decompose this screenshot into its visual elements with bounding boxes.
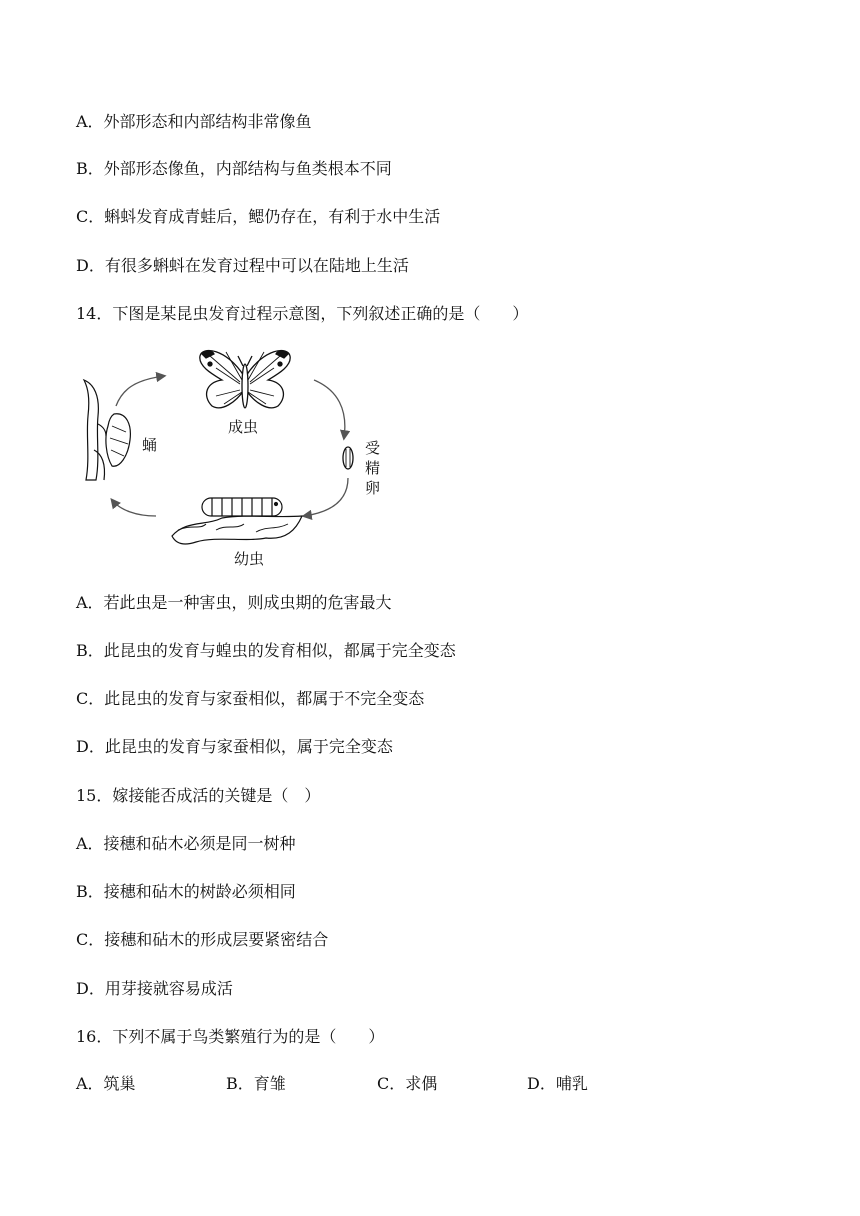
- pupa-label: 蛹: [142, 436, 158, 454]
- q13-option-a: A．外部形态和内部结构非常像鱼: [76, 112, 312, 131]
- q16-options-row: [76, 1073, 676, 1095]
- egg-label-char-2: 精: [365, 459, 381, 477]
- q14-stem: 14．下图是某昆虫发育过程示意图，下列叙述正确的是（ ）: [76, 304, 529, 323]
- q13-option-d: D．有很多蝌蚪在发育过程中可以在陆地上生活: [76, 256, 409, 275]
- q15-option-a: A．接穗和砧木必须是同一树种: [76, 834, 296, 853]
- egg-icon: [343, 447, 353, 469]
- q16-stem: 16．下列不属于鸟类繁殖行为的是（ ）: [76, 1027, 385, 1046]
- butterfly-icon: [200, 351, 290, 408]
- larva-icon: [172, 498, 302, 544]
- q15-stem: 15．嫁接能否成活的关键是（ ）: [76, 786, 321, 805]
- q16-option-c: C．求偶: [377, 1074, 438, 1093]
- q15-option-c: C．接穗和砧木的形成层要紧密结合: [76, 930, 329, 949]
- q15-option-b: B．接穗和砧木的树龄必须相同: [76, 882, 296, 901]
- egg-label-char-1: 受: [365, 439, 381, 457]
- arrow-pupa-to-adult: [116, 376, 164, 406]
- q16-option-b: B．育雏: [226, 1074, 286, 1093]
- arrow-adult-to-egg: [314, 380, 345, 438]
- q16-option-a: A．筑巢: [76, 1074, 136, 1093]
- q13-option-b: B．外部形态像鱼，内部结构与鱼类根本不同: [76, 159, 392, 178]
- pupa-icon: [84, 380, 130, 480]
- egg-label-char-3: 卵: [365, 479, 381, 497]
- q15-option-d: D．用芽接就容易成活: [76, 979, 233, 998]
- insect-life-cycle-diagram: [76, 340, 396, 572]
- q14-option-c: C．此昆虫的发育与家蚕相似，都属于不完全变态: [76, 689, 425, 708]
- q14-option-b: B．此昆虫的发育与蝗虫的发育相似，都属于完全变态: [76, 641, 456, 660]
- q14-option-d: D．此昆虫的发育与家蚕相似，属于完全变态: [76, 737, 393, 756]
- arrow-larva-to-pupa: [112, 500, 156, 516]
- q14-option-a: A．若此虫是一种害虫，则成虫期的危害最大: [76, 593, 392, 612]
- q16-option-d: D．哺乳: [527, 1074, 588, 1093]
- arrow-egg-to-larva: [304, 478, 348, 516]
- q13-option-c: C．蝌蚪发育成青蛙后，鳃仍存在，有利于水中生活: [76, 207, 441, 226]
- larva-label: 幼虫: [234, 550, 265, 568]
- adult-label: 成虫: [228, 418, 259, 436]
